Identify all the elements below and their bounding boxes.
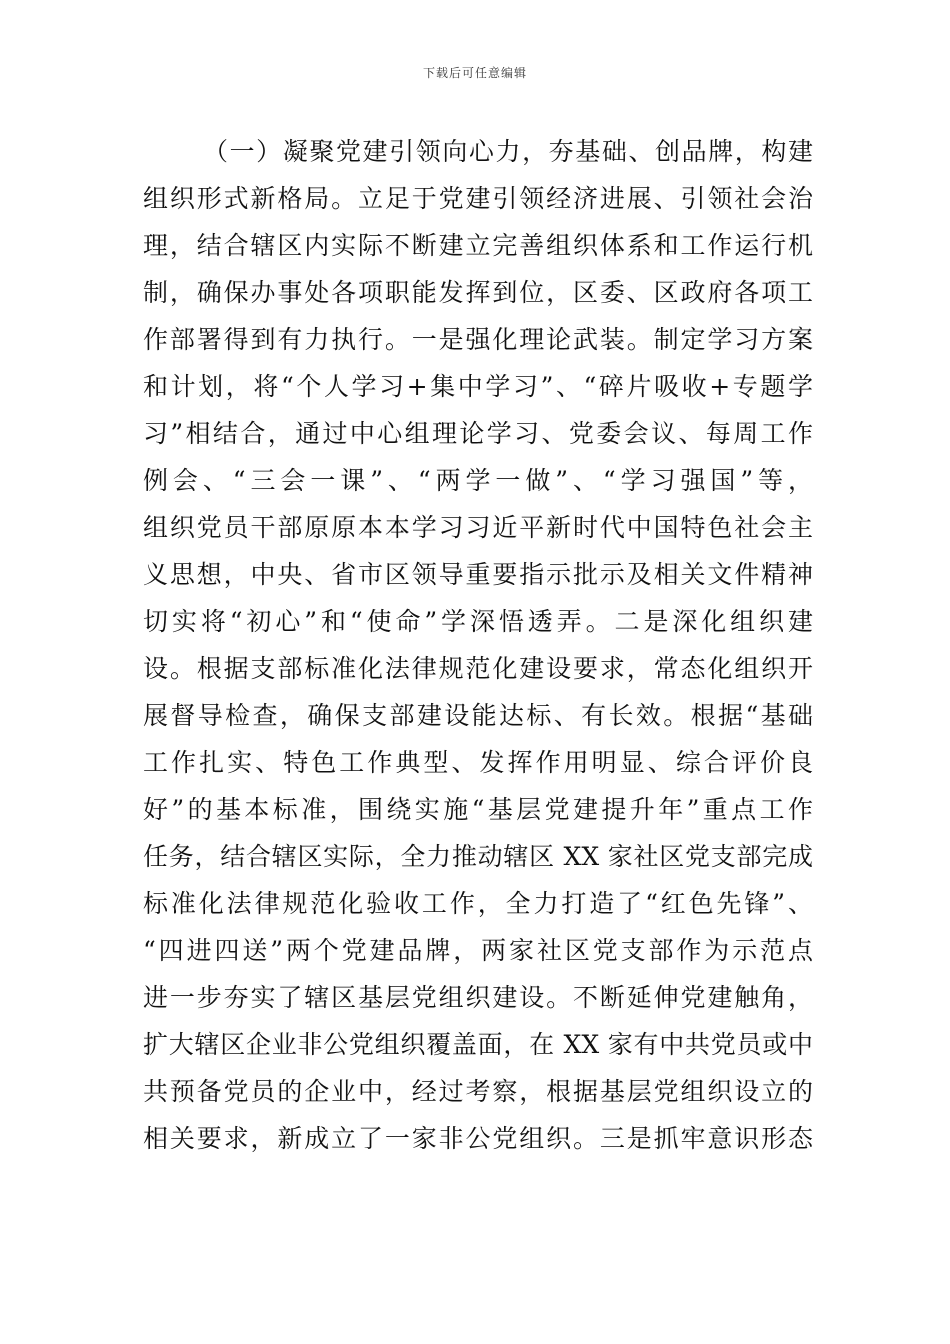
text-line: 展督导检查，确保支部建设能达标、有长效。根据“基础 (143, 701, 813, 730)
body-paragraph (143, 128, 813, 1162)
text-line: 习”相结合，通过中心组理论学习、党委会议、每周工作 (143, 419, 813, 448)
text-line: 任务，结合辖区实际，全力推动辖区 XX 家社区党支部完成 (143, 842, 813, 871)
text-line: 理，结合辖区内实际不断建立完善组织体系和工作运行机 (143, 231, 813, 260)
text-line: 例会、“三会一课”、“两学一做”、“学习强国”等， (143, 466, 813, 495)
page-header: 下载后可任意编辑 (422, 66, 527, 80)
text-line: 组织党员干部原原本本学习习近平新时代中国特色社会主 (143, 513, 813, 542)
text-line: 作部署得到有力执行。一是强化理论武装。制定学习方案 (143, 325, 813, 354)
text-line: 切实将“初心”和“使命”学深悟透弄。二是深化组织建 (143, 607, 813, 636)
text-line: 设。根据支部标准化法律规范化建设要求，常态化组织开 (143, 654, 813, 683)
text-line: 工作扎实、特色工作典型、发挥作用明显、综合评价良 (143, 748, 813, 777)
text-line: 扩大辖区企业非公党组织覆盖面，在 XX 家有中共党员或中 (143, 1030, 813, 1059)
text-line: “四进四送”两个党建品牌，两家社区党支部作为示范点 (143, 936, 813, 965)
text-line: 相关要求，新成立了一家非公党组织。三是抓牢意识形态 (143, 1124, 813, 1153)
text-line: 共预备党员的企业中，经过考察，根据基层党组织设立的 (143, 1077, 813, 1106)
text-line: 义思想，中央、省市区领导重要指示批示及相关文件精神 (143, 560, 813, 589)
text-line: 和计划，将“个人学习+集中学习”、“碎片吸收+专题学 (143, 372, 813, 401)
text-line: 进一步夯实了辖区基层党组织建设。不断延伸党建触角， (143, 983, 813, 1012)
text-line: 制，确保办事处各项职能发挥到位，区委、区政府各项工 (143, 278, 813, 307)
text-line: 组织形式新格局。立足于党建引领经济进展、引领社会治 (143, 184, 813, 213)
text-line: （一）凝聚党建引领向心力，夯基础、创品牌，构建 (203, 137, 813, 166)
text-line: 标准化法律规范化验收工作，全力打造了“红色先锋”、 (143, 889, 813, 918)
text-line: 好”的基本标准，围绕实施“基层党建提升年”重点工作 (143, 795, 813, 824)
